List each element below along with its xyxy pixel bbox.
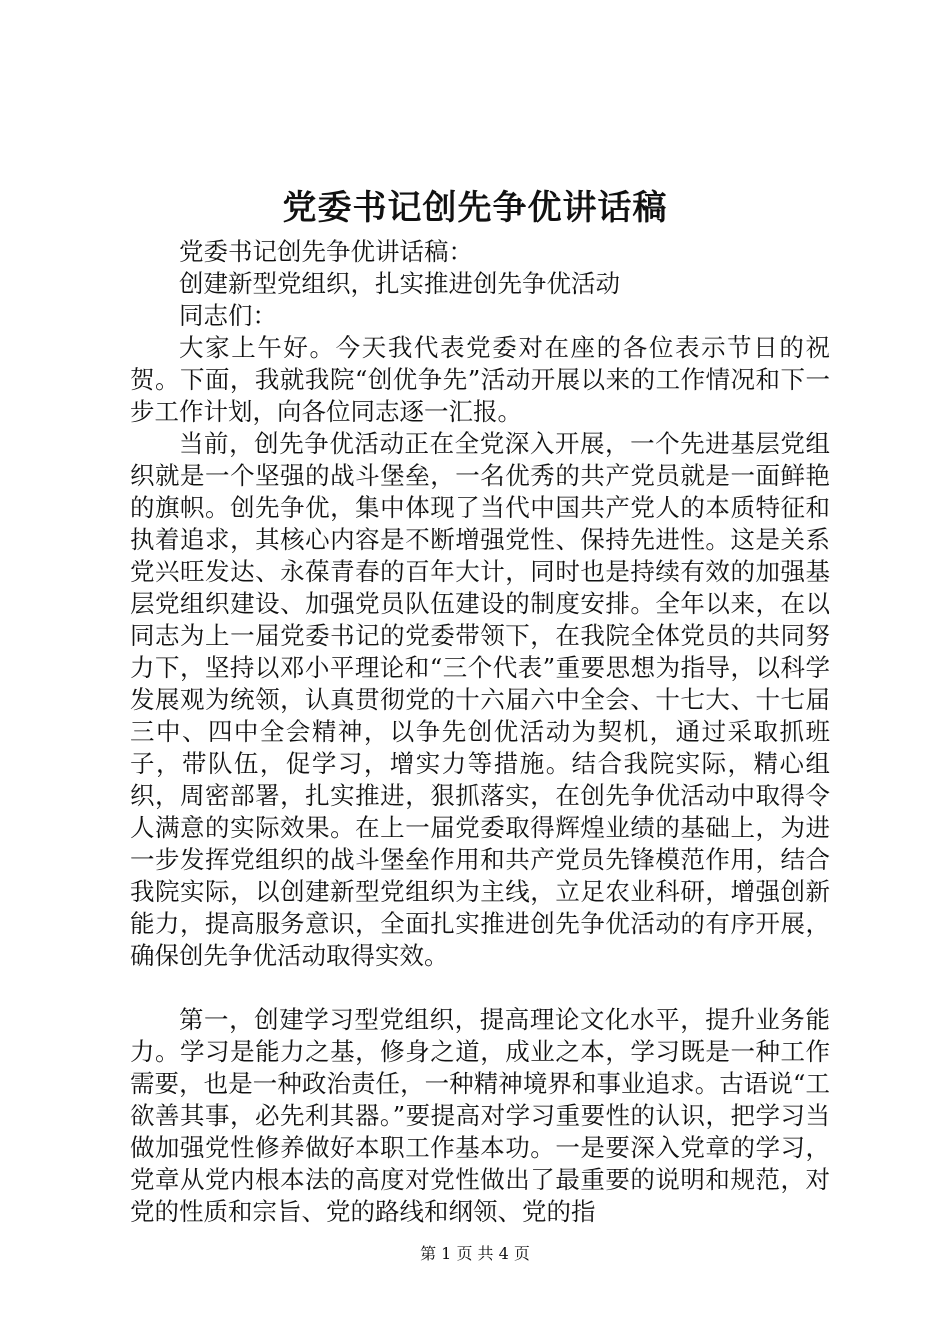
page-number-footer: 第 1 页 共 4 页 — [420, 1244, 530, 1263]
document-body — [130, 236, 830, 1228]
document-title: 党委书记创先争优讲话稿 — [282, 188, 668, 228]
paragraph-heading-label: 党委书记创先争优讲话稿： — [179, 237, 473, 266]
paragraph-first-point: 第一，创建学习型党组织，提高理论文化水平，提升业务能力。学习是能力之基，修身之道，成业之本，学习既是一种工作需要，也是一种政治责任，一种精神境界和事业追求。古语说“工欲善其事，必先利其器。”要提高对学习重要性的认识，把学习当做加强党性修养做好本职工作基本功。一是要深入党章的学习，党章从党内根本法的高度对党性做出了最重要的说明和规范，对党的性质和宗旨、党的路线和纲领、党的指 — [130, 1005, 830, 1226]
paragraph-greeting: 大家上午好。今天我代表党委对在座的各位表示节日的祝贺。下面，我就我院“创优争先”活动开展以来的工作情况和下一步工作计划，向各位同志逐一汇报。 — [130, 333, 830, 426]
paragraph-salutation: 同志们： — [179, 301, 277, 330]
paragraph-background: 当前，创先争优活动正在全党深入开展，一个先进基层党组织就是一个坚强的战斗堡垒，一名优秀的共产党员就是一面鲜艳的旗帜。创先争优，集中体现了当代中国共产党人的本质特征和执着追求，其核心内容是不断增强党性、保持先进性。这是关系党兴旺发达、永葆青春的百年大计，同时也是持续有效的加强基层党组织建设、加强党员队伍建设的制度安排。全年以来，在以同志为上一届党委书记的党委带领下，在我院全体党员的共同努力下，坚持以邓小平理论和“三个代表”重要思想为指导，以科学发展观为统领，认真贯彻党的十六届六中全会、十七大、十七届三中、四中全会精神，以争先创优活动为契机，通过采取抓班子，带队伍，促学习，增实力等措施。结合我院实际，精心组织，周密部署，扎实推进，狠抓落实，在创先争优活动中取得令人满意的实际效果。在上一届党委取得辉煌业绩的基础上，为进一步发挥党组织的战斗堡垒作用和共产党员先锋模范作用，结合我院实际，以创建新型党组织为主线，立足农业科研，增强创新能力，提高服务意识，全面扎实推进创先争优活动的有序开展，确保创先争优活动取得实效。 — [130, 429, 830, 970]
paragraph-subtitle: 创建新型党组织，扎实推进创先争优活动 — [179, 269, 620, 298]
